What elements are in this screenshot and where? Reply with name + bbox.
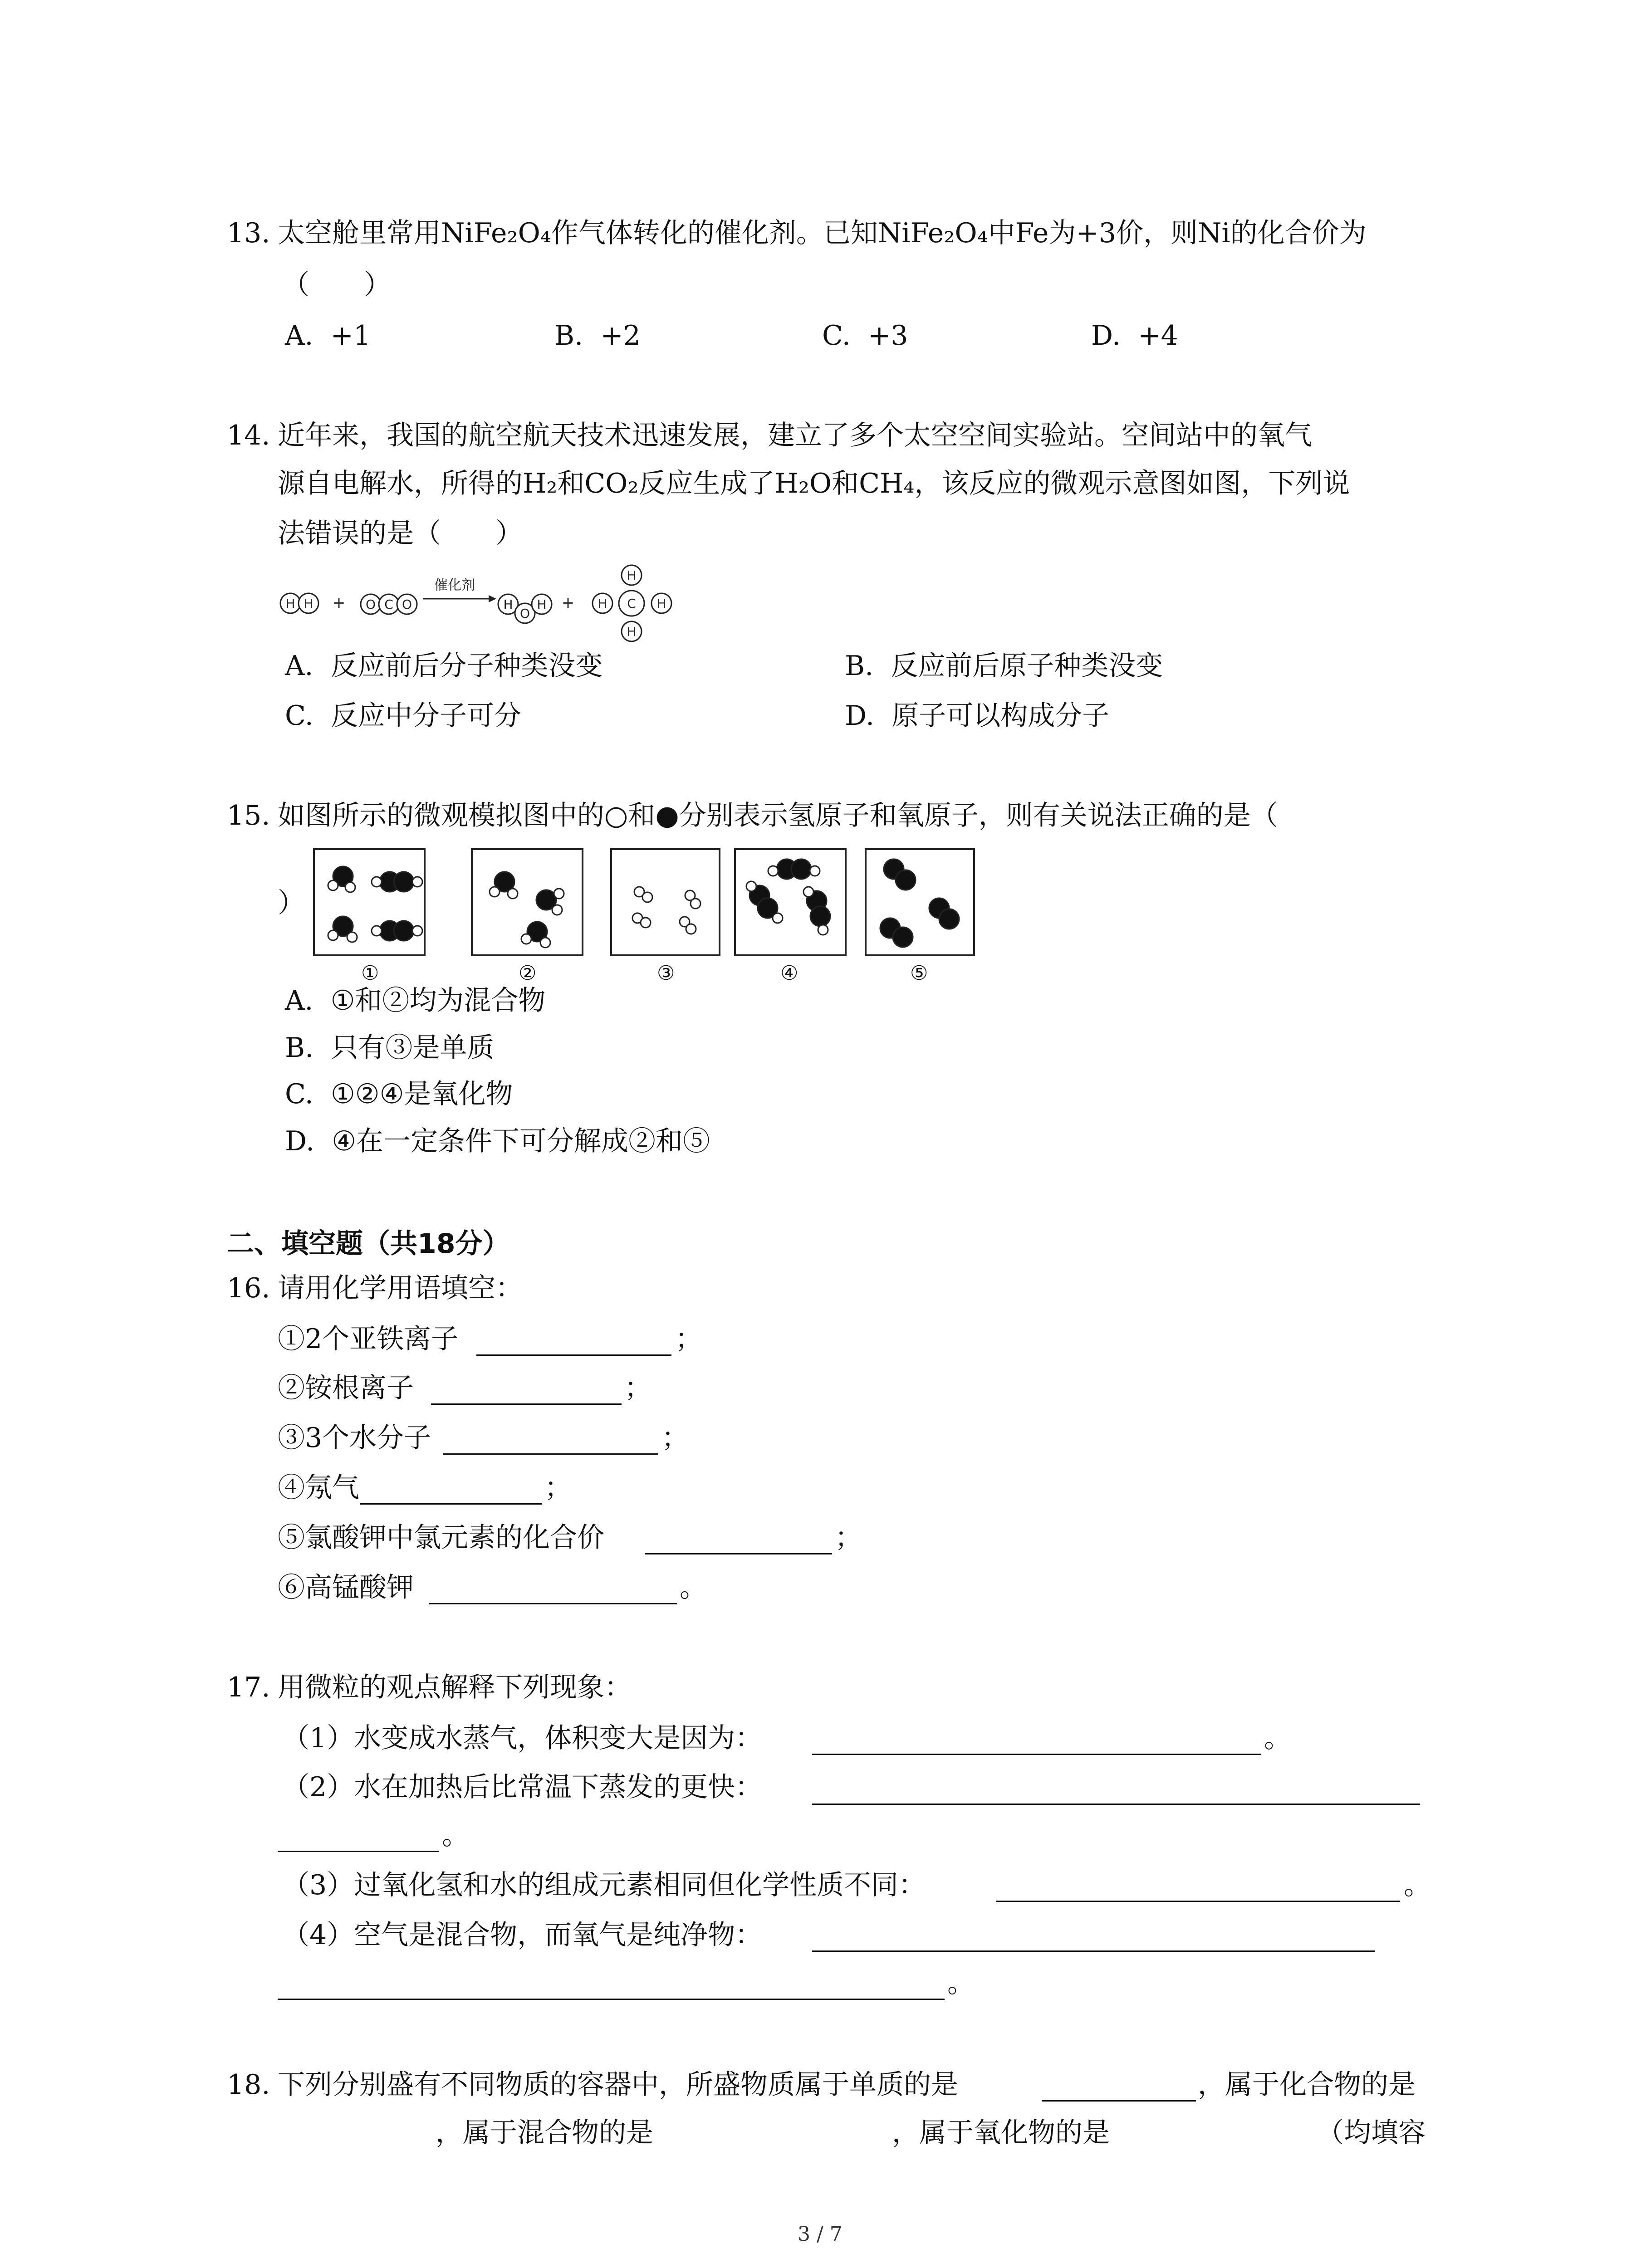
particle-box-2	[471, 848, 583, 956]
q13-option-b[interactable]: B. +2	[554, 320, 641, 352]
co2-molecule	[361, 594, 417, 614]
q17-blank-2a[interactable]	[812, 1804, 1420, 1805]
svg-text:+: +	[561, 594, 575, 612]
q15-number: 15.	[227, 800, 270, 831]
q16-end-2: ；	[624, 1372, 652, 1404]
q17-period-4: 。	[947, 1967, 975, 1999]
q15-stem-line2: ）	[278, 887, 305, 919]
q16-blank-2[interactable]	[431, 1403, 622, 1405]
q14-option-c[interactable]: C. 反应中分子可分	[285, 700, 521, 732]
h2-molecule	[280, 593, 318, 613]
svg-text:O: O	[402, 597, 412, 612]
q18-line1b: ，属于化合物的是	[1198, 2069, 1416, 2101]
q17-blank-2b[interactable]	[278, 1851, 439, 1852]
box-label-2: ②	[519, 962, 537, 985]
page-number: 3 / 7	[798, 2223, 843, 2246]
section-heading: 二、填空题（共18分）	[227, 1228, 510, 1260]
q17-number: 17.	[227, 1672, 270, 1703]
svg-text:H: H	[285, 596, 295, 611]
svg-text:H: H	[503, 597, 513, 612]
q13-answer-paren: （ ）	[282, 269, 391, 301]
svg-text:催化剂: 催化剂	[434, 577, 475, 593]
ch4-molecule	[593, 565, 671, 641]
q16-blank-6[interactable]	[429, 1603, 677, 1604]
svg-text:H: H	[598, 596, 607, 611]
box-label-5: ⑤	[910, 962, 928, 985]
q14-option-b[interactable]: B. 反应前后原子种类没变	[845, 650, 1163, 682]
q16-number: 16.	[227, 1272, 270, 1304]
q17-item-1: （1）水变成水蒸气，体积变大是因为：	[282, 1722, 763, 1754]
q18-line2a: ，属于混合物的是	[436, 2117, 653, 2149]
svg-text:O: O	[365, 597, 376, 612]
svg-text:H: H	[627, 624, 637, 639]
q16-end-6: 。	[680, 1572, 707, 1603]
q17-prompt: 用微粒的观点解释下列现象：	[278, 1672, 632, 1703]
q14-stem-line1: 近年来，我国的航空航天技术迅速发展，建立了多个太空空间实验站。空间站中的氧气	[278, 420, 1312, 451]
q14-stem-line3: 法错误的是（ ）	[278, 518, 523, 549]
q14-option-a[interactable]: A. 反应前后分子种类没变	[285, 650, 603, 682]
q17-period-2: 。	[442, 1819, 469, 1851]
q17-item-3: （3）过氧化氢和水的组成元素相同但化学性质不同：	[282, 1869, 926, 1901]
particle-box-3	[610, 848, 720, 956]
svg-text:C: C	[627, 596, 636, 611]
q13-option-a[interactable]: A. +1	[285, 320, 371, 352]
particle-box-5	[865, 848, 975, 956]
q16-item-6: ⑥高锰酸钾	[278, 1572, 414, 1603]
particle-box-1	[313, 848, 426, 956]
q16-end-4: ；	[544, 1472, 572, 1504]
svg-text:O: O	[519, 606, 530, 621]
q13-stem: 太空舱里常用NiFe₂O₄作气体转化的催化剂。已知NiFe₂O₄中Fe为+3价，则Ni的化合价为	[278, 217, 1367, 249]
svg-text:C: C	[384, 597, 393, 612]
q17-item-4: （4）空气是混合物，而氧气是纯净物：	[282, 1919, 763, 1951]
q18-number: 18.	[227, 2069, 270, 2101]
q17-blank-3[interactable]	[996, 1901, 1400, 1902]
q18-line2b: ，属于氧化物的是	[892, 2117, 1110, 2149]
q16-item-4: ④氖气	[278, 1472, 359, 1504]
svg-text:H: H	[656, 596, 666, 611]
q15-option-a[interactable]: A. ①和②均为混合物	[285, 985, 546, 1017]
q15-stem-line1: 如图所示的微观模拟图中的○和●分别表示氢原子和氧原子，则有关说法正确的是（	[278, 800, 1278, 831]
q17-period-3: 。	[1404, 1869, 1431, 1901]
particle-box-4	[734, 848, 847, 956]
q13-number: 13.	[227, 217, 270, 249]
q16-end-1: ；	[675, 1323, 702, 1355]
q15-option-b[interactable]: B. 只有③是单质	[285, 1032, 495, 1064]
box-label-4: ④	[780, 962, 798, 985]
q18-blank-1[interactable]	[1042, 2100, 1196, 2102]
q16-end-5: ；	[835, 1522, 862, 1554]
q16-blank-3[interactable]	[443, 1453, 658, 1455]
q16-item-2: ②铵根离子	[278, 1372, 414, 1404]
q16-item-3: ③3个水分子	[278, 1422, 431, 1454]
q17-item-2: （2）水在加热后比常温下蒸发的更快：	[282, 1771, 763, 1803]
q17-blank-4a[interactable]	[812, 1950, 1375, 1952]
q18-line2c: （均填容	[1317, 2117, 1425, 2149]
q15-option-d[interactable]: D. ④在一定条件下可分解成②和⑤	[285, 1125, 710, 1157]
q13-option-c[interactable]: C. +3	[822, 320, 908, 352]
q17-period-1: 。	[1264, 1722, 1291, 1754]
box-label-1: ①	[361, 962, 379, 985]
svg-text:+: +	[332, 594, 346, 612]
box-label-3: ③	[657, 962, 675, 985]
svg-text:H: H	[304, 596, 314, 611]
svg-text:H: H	[627, 568, 637, 583]
svg-text:H: H	[537, 597, 547, 612]
q16-blank-1[interactable]	[476, 1354, 671, 1356]
q16-blank-4[interactable]	[360, 1503, 542, 1505]
q14-number: 14.	[227, 420, 270, 451]
q13-option-d[interactable]: D. +4	[1091, 320, 1178, 352]
q16-item-1: ①2个亚铁离子	[278, 1323, 459, 1355]
q14-stem-line2: 源自电解水，所得的H₂和CO₂反应生成了H₂O和CH₄，该反应的微观示意图如图，下列说	[278, 468, 1350, 499]
h2o-molecule	[498, 594, 552, 623]
q16-end-3: ；	[661, 1422, 689, 1454]
q17-blank-1[interactable]	[812, 1754, 1261, 1755]
q18-line1: 下列分别盛有不同物质的容器中，所盛物质属于单质的是	[278, 2069, 958, 2101]
q15-option-c[interactable]: C. ①②④是氧化物	[285, 1078, 513, 1110]
q16-prompt: 请用化学用语填空：	[278, 1272, 523, 1304]
q14-option-d[interactable]: D. 原子可以构成分子	[845, 700, 1110, 732]
q16-item-5: ⑤氯酸钾中氯元素的化合价	[278, 1522, 604, 1554]
reaction-diagram	[278, 562, 686, 644]
q17-blank-4b[interactable]	[278, 1999, 945, 2000]
q16-blank-5[interactable]	[645, 1553, 832, 1554]
